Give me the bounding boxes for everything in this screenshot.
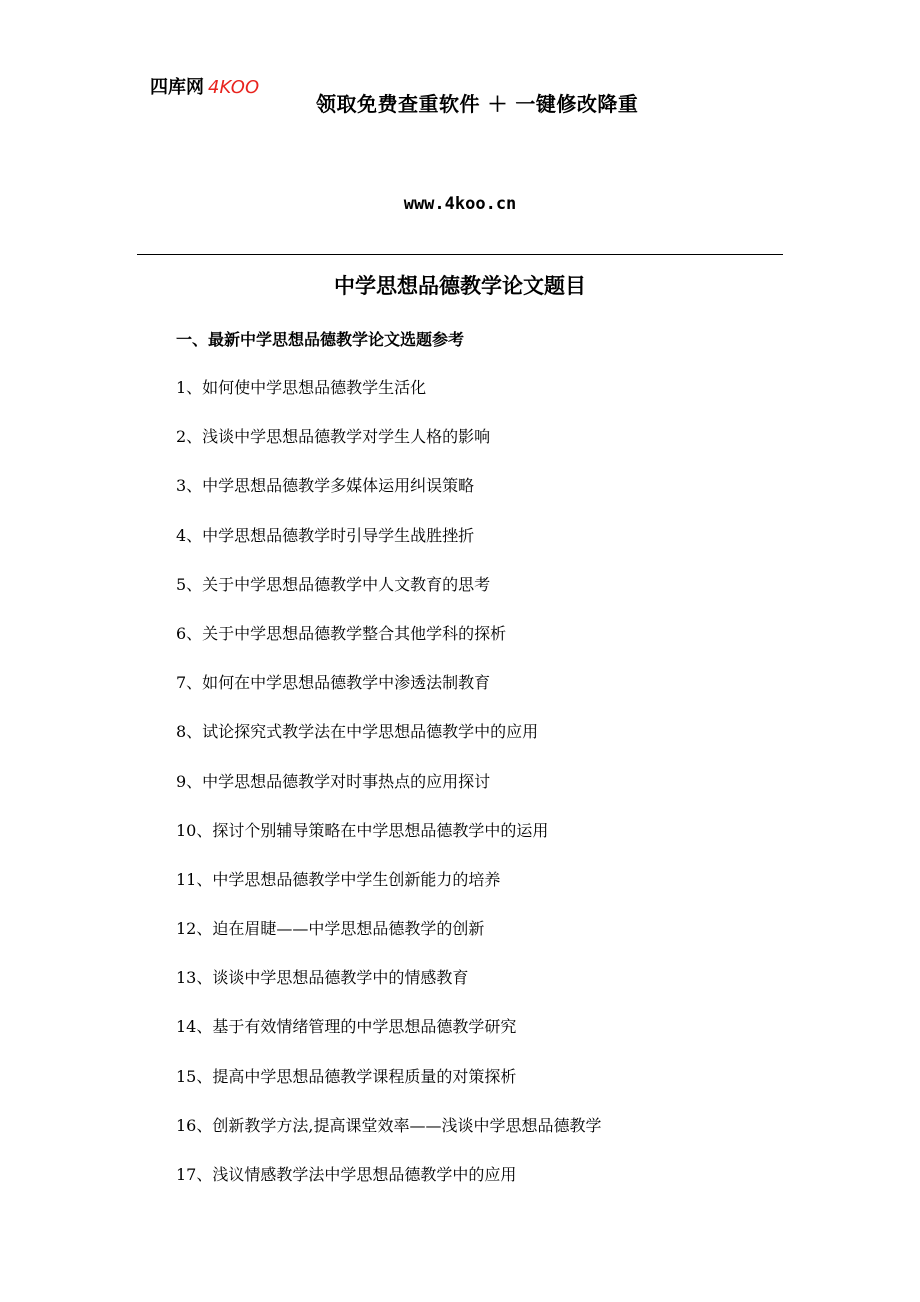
topic-item: 8、试论探究式教学法在中学思想品德教学中的应用 [176,722,539,742]
topic-item: 10、探讨个别辅导策略在中学思想品德教学中的运用 [176,820,549,840]
topic-item: 15、提高中学思想品德教学课程质量的对策探析 [176,1066,517,1086]
section-heading: 一、最新中学思想品德教学论文选题参考 [176,330,465,349]
topic-item: 5、关于中学思想品德教学中人文教育的思考 [176,574,491,594]
topic-item: 17、浅议情感教学法中学思想品德教学中的应用 [176,1165,517,1184]
topic-item: 9、中学思想品德教学对时事热点的应用探讨 [176,771,491,791]
topic-item: 14、基于有效情绪管理的中学思想品德教学研究 [176,1017,517,1037]
topic-item: 2、浅谈中学思想品德教学对学生人格的影响 [176,427,491,447]
logo-en-text: 4KOO [208,77,260,98]
topic-item: 4、中学思想品德教学时引导学生战胜挫折 [176,525,475,545]
topic-item: 11、中学思想品德教学中学生创新能力的培养 [176,869,501,889]
topic-item: 12、迫在眉睫——中学思想品德教学的创新 [176,919,485,939]
site-url-link[interactable]: www.4koo.cn [403,194,517,214]
site-logo[interactable] [150,77,259,99]
promo-banner[interactable]: 领取免费查重软件 ＋ 一键修改降重 [316,92,639,116]
topic-item: 6、关于中学思想品德教学整合其他学科的探析 [176,623,507,643]
topic-item: 1、如何使中学思想品德教学生活化 [176,378,427,397]
topic-item: 16、创新教学方法,提高课堂效率——浅谈中学思想品德教学 [176,1115,602,1135]
topic-list [176,377,601,1213]
topic-item: 13、谈谈中学思想品德教学中的情感教育 [176,968,469,988]
topic-item: 7、如何在中学思想品德教学中渗透法制教育 [176,673,491,693]
header-divider [137,254,783,255]
topic-item: 3、中学思想品德教学多媒体运用纠误策略 [176,476,475,496]
logo-cn-text: 四库网 [150,77,204,98]
document-title: 中学思想品德教学论文题目 [334,274,586,298]
